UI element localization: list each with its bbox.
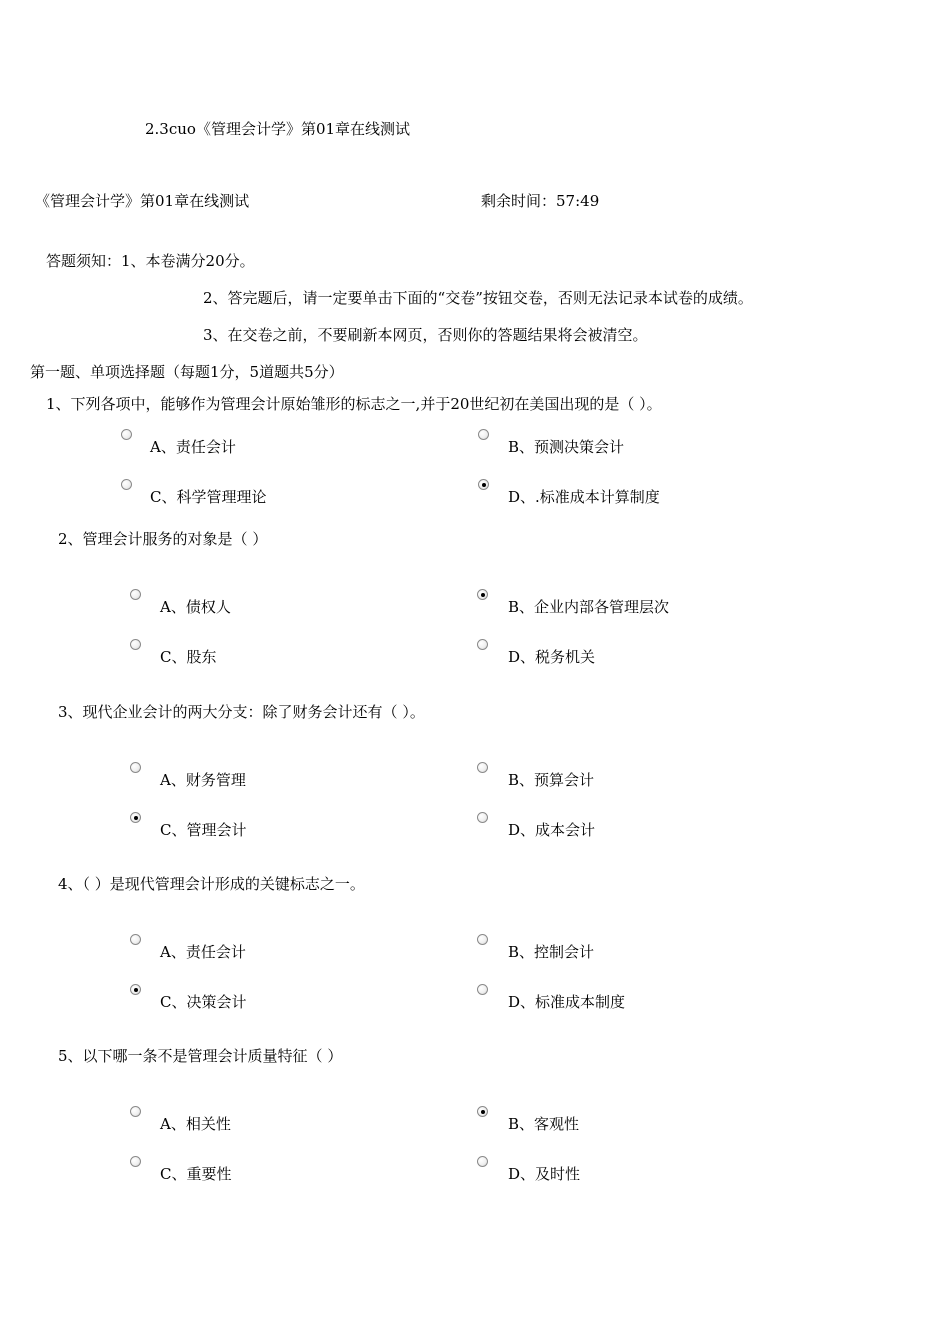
- radio-option-d[interactable]: [478, 479, 489, 490]
- option-label-d: D、税务机关: [508, 648, 596, 666]
- radio-option-a[interactable]: [130, 589, 141, 600]
- test-name: 《管理会计学》第01章在线测试: [35, 192, 250, 210]
- option-label-a: A、债权人: [160, 598, 231, 616]
- option-label-a: A、责任会计: [160, 943, 246, 961]
- question-text: 3、现代企业会计的两大分支：除了财务会计还有（ ）。: [58, 703, 425, 721]
- radio-option-d[interactable]: [477, 984, 488, 995]
- option-label-b: B、预测决策会计: [508, 438, 625, 456]
- option-label-c: C、科学管理理论: [150, 488, 267, 506]
- radio-option-b[interactable]: [477, 589, 488, 600]
- radio-option-a[interactable]: [130, 762, 141, 773]
- radio-option-d[interactable]: [477, 639, 488, 650]
- option-label-b: B、控制会计: [508, 943, 595, 961]
- section-title: 第一题、单项选择题（每题1分，5道题共5分）: [30, 363, 344, 381]
- radio-option-d[interactable]: [477, 1156, 488, 1167]
- radio-option-a[interactable]: [130, 934, 141, 945]
- option-label-d: D、标准成本制度: [508, 993, 626, 1011]
- question-text: 5、以下哪一条不是管理会计质量特征（ ）: [58, 1047, 343, 1065]
- radio-option-b[interactable]: [478, 429, 489, 440]
- radio-option-a[interactable]: [130, 1106, 141, 1117]
- radio-option-a[interactable]: [121, 429, 132, 440]
- radio-option-b[interactable]: [477, 1106, 488, 1117]
- option-label-c: C、决策会计: [160, 993, 247, 1011]
- radio-option-c[interactable]: [130, 639, 141, 650]
- radio-option-c[interactable]: [130, 1156, 141, 1167]
- timer: [481, 192, 599, 210]
- option-label-d: D、成本会计: [508, 821, 596, 839]
- question-text: 4、（ ）是现代管理会计形成的关键标志之一。: [58, 875, 365, 893]
- instructions-lead: 答题须知：1、本卷满分20分。: [46, 252, 255, 270]
- option-label-d: D、.标准成本计算制度: [508, 488, 660, 506]
- timer-label: 剩余时间：: [481, 192, 557, 210]
- option-label-c: C、管理会计: [160, 821, 247, 839]
- radio-option-c[interactable]: [130, 812, 141, 823]
- option-label-b: B、企业内部各管理层次: [508, 598, 670, 616]
- instructions-item-2: 2、答完题后，请一定要单击下面的“交卷”按钮交卷，否则无法记录本试卷的成绩。: [203, 289, 753, 307]
- question-text: 1、下列各项中，能够作为管理会计原始雏形的标志之一,并于20世纪初在美国出现的是（ ）。: [46, 395, 662, 413]
- radio-option-b[interactable]: [477, 934, 488, 945]
- option-label-d: D、及时性: [508, 1165, 581, 1183]
- instructions-item-3: 3、在交卷之前，不要刷新本网页，否则你的答题结果将会被清空。: [203, 326, 648, 344]
- radio-option-b[interactable]: [477, 762, 488, 773]
- question-text: 2、管理会计服务的对象是（ ）: [58, 530, 268, 548]
- option-label-a: A、责任会计: [150, 438, 236, 456]
- doc-title: 2.3cuo《管理会计学》第01章在线测试: [145, 120, 411, 138]
- option-label-c: C、股东: [160, 648, 217, 666]
- radio-option-d[interactable]: [477, 812, 488, 823]
- option-label-b: B、客观性: [508, 1115, 580, 1133]
- radio-option-c[interactable]: [121, 479, 132, 490]
- option-label-c: C、重要性: [160, 1165, 232, 1183]
- option-label-a: A、相关性: [160, 1115, 231, 1133]
- option-label-b: B、预算会计: [508, 771, 595, 789]
- radio-option-c[interactable]: [130, 984, 141, 995]
- option-label-a: A、财务管理: [160, 771, 246, 789]
- timer-value: 57:49: [556, 192, 600, 210]
